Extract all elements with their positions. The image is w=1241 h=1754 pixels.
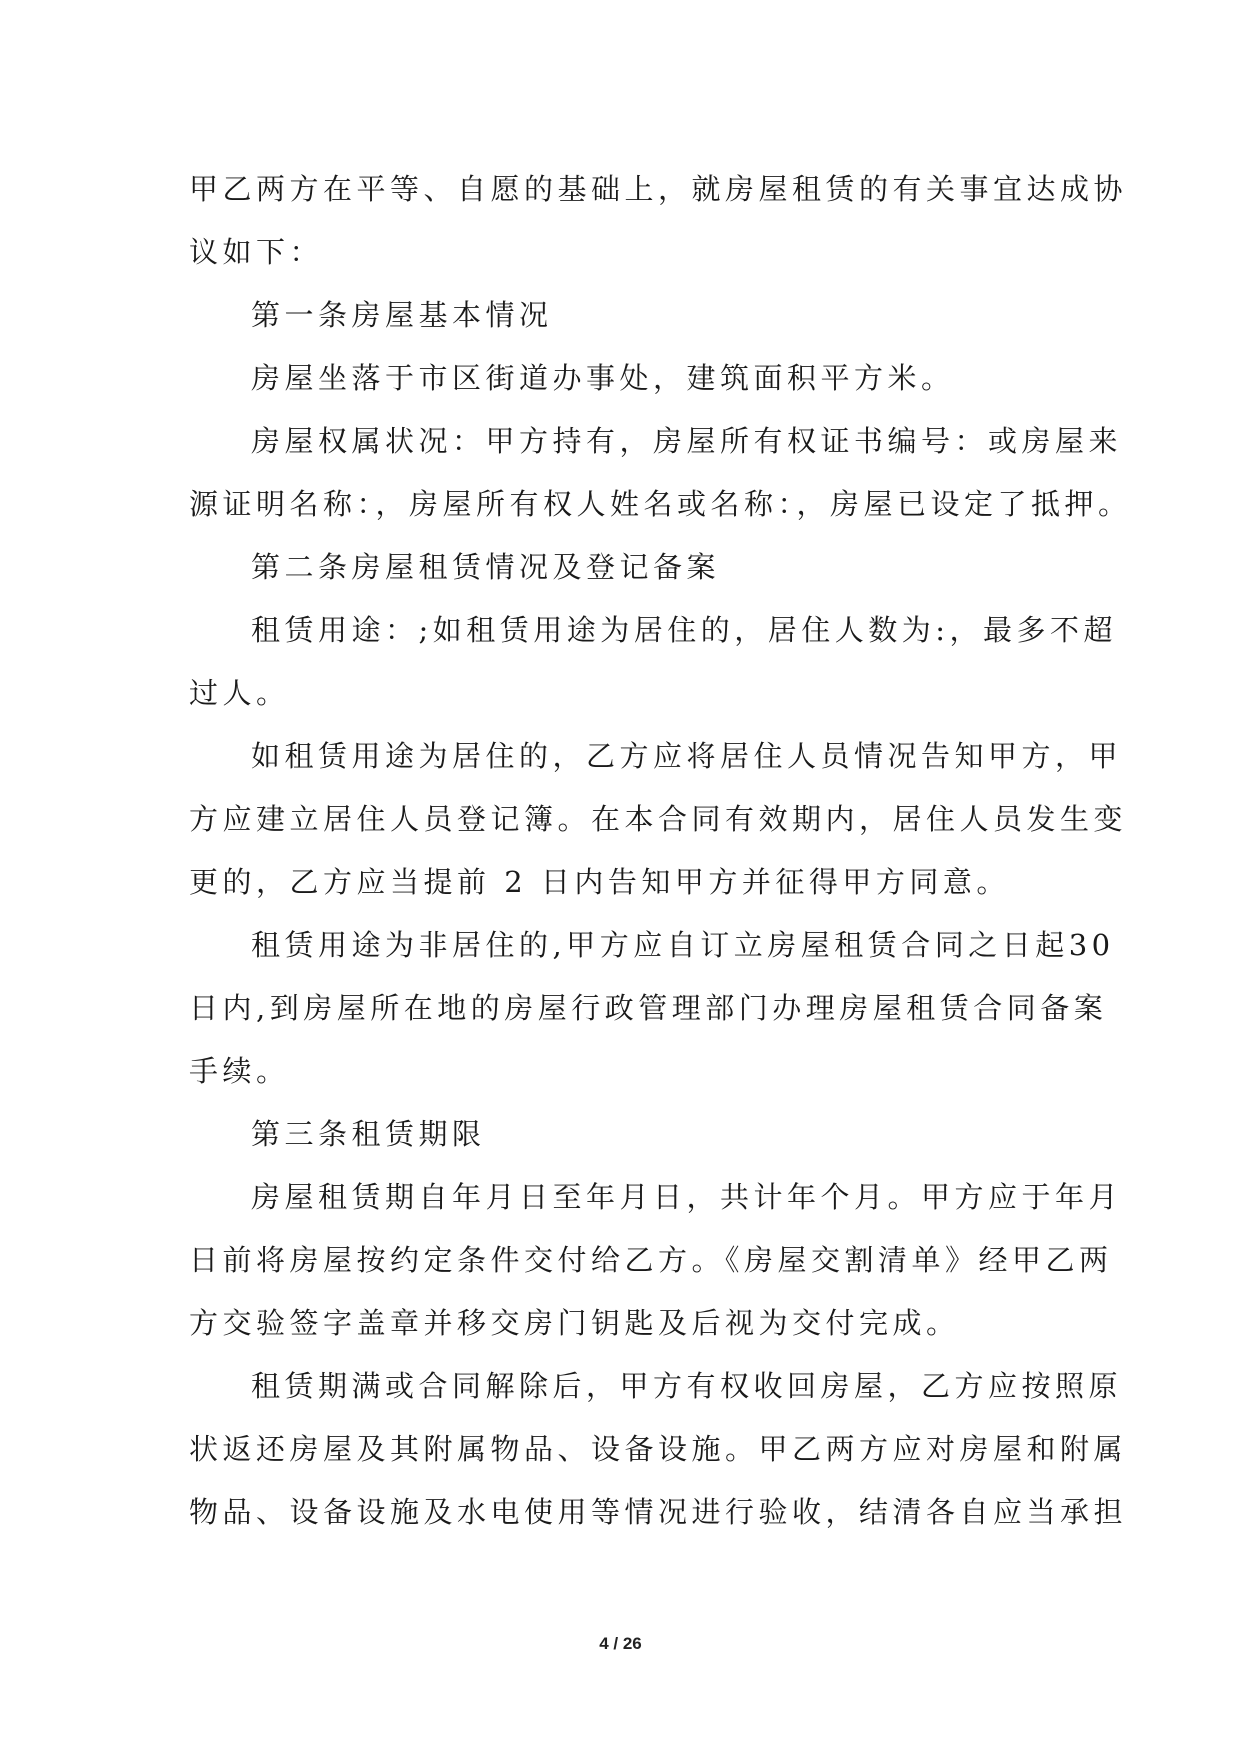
text-line: 手续。	[189, 1054, 290, 1088]
section-heading: 第三条租赁期限	[251, 1117, 486, 1151]
text-line: 方交验签字盖章并移交房门钥匙及后视为交付完成。	[189, 1306, 960, 1340]
text-line: 过人。	[189, 676, 290, 710]
text-line: 租赁期满或合同解除后，甲方有权收回房屋，乙方应按照原	[251, 1369, 1123, 1403]
text-line: 租赁用途为非居住的,甲方应自订立房屋租赁合同之日起30	[251, 928, 1115, 962]
text-line: 议如下：	[189, 235, 324, 269]
section-heading: 第二条房屋租赁情况及登记备案	[251, 550, 721, 584]
text-line: 房屋坐落于市区街道办事处，建筑面积平方米。	[251, 361, 955, 395]
text-line: 更的，乙方应当提前 2 日内告知甲方并征得甲方同意。	[189, 865, 1010, 899]
page-number: 4 / 26	[599, 1634, 642, 1653]
text-line: 甲乙两方在平等、自愿的基础上，就房屋租赁的有关事宜达成协	[189, 172, 1128, 206]
text-line: 日内,到房屋所在地的房屋行政管理部门办理房屋租赁合同备案	[189, 991, 1108, 1025]
text-line: 方应建立居住人员登记簿。在本合同有效期内，居住人员发生变	[189, 802, 1128, 836]
text-line: 租赁用途：;如租赁用途为居住的，居住人数为:，最多不超	[251, 613, 1118, 647]
text-line: 如租赁用途为居住的，乙方应将居住人员情况告知甲方，甲	[251, 739, 1123, 773]
text-line: 日前将房屋按约定条件交付给乙方。《房屋交割清单》经甲乙两	[189, 1243, 1113, 1277]
text-line: 房屋权属状况：甲方持有，房屋所有权证书编号：或房屋来	[251, 424, 1123, 458]
text-line: 物品、设备设施及水电使用等情况进行验收，结清各自应当承担	[189, 1495, 1128, 1529]
section-heading: 第一条房屋基本情况	[251, 298, 553, 332]
document-body	[189, 158, 1132, 1544]
text-line: 房屋租赁期自年月日至年月日，共计年个月。甲方应于年月	[251, 1180, 1123, 1214]
text-line: 源证明名称：，房屋所有权人姓名或名称：，房屋已设定了抵押。	[189, 487, 1132, 521]
text-line: 状返还房屋及其附属物品、设备设施。甲乙两方应对房屋和附属	[189, 1432, 1128, 1466]
